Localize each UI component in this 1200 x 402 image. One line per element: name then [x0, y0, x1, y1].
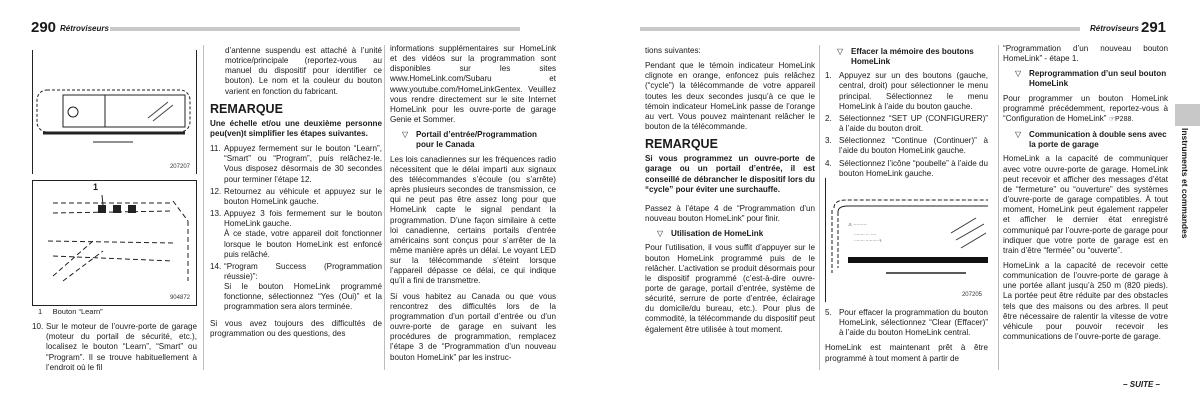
header-rule-left — [110, 27, 520, 31]
triangle-icon: ▽ — [837, 47, 844, 56]
paragraph: tions suivantes: — [645, 46, 701, 55]
triangle-icon: ▽ — [1015, 130, 1022, 140]
list-number: 3. — [825, 136, 832, 146]
list-text-extra: Si le bouton HomeLink programmé fonctionne, sélectionnez “Yes (Oui)” et la programmation sera alors terminée. — [224, 282, 382, 312]
left-column-2 — [210, 46, 382, 344]
list-item — [825, 308, 988, 338]
continued-label: – SUITE – — [1123, 380, 1160, 389]
list-item — [210, 187, 382, 207]
svg-text:⚠ ·········: ⚠ ········· — [848, 222, 867, 227]
list-item — [825, 159, 988, 179]
remark-text: Si vous programmez un ouvre-porte de garage ou un portail d’entrée, il est conseillé de débrancher le dispositif lors du “cycle” pour éviter une surchauffe. — [645, 154, 815, 194]
paragraph: HomeLink est maintenant prêt à être programmé à tout moment à partir de — [825, 343, 988, 363]
figure-code: 207205 — [961, 292, 982, 298]
subheading-text: Utilisation de HomeLink — [671, 229, 764, 239]
figure-caption — [38, 307, 197, 317]
list-number: 11. — [210, 144, 221, 154]
list-number: 10. — [32, 322, 44, 332]
figure-mirror — [32, 50, 197, 174]
left-column-3 — [390, 44, 556, 368]
page-number-left: 290 — [31, 19, 57, 36]
paragraph: HomeLink a la capacité de recevoir cette communication de l’ouvre-porte de garage à une portée allant jusqu’à 250 m (820 pieds). La portée peut être réduite par des obstacles tels que des maisons ou des arbres. Il peut être nécessaire de ralentir la vitesse de votre véhicule pour pouvoir recevoir les communications de l’ouvre-porte de garage. — [1003, 260, 1168, 342]
column-divider — [819, 45, 820, 370]
paragraph-text: Pour programmer un bouton HomeLink programmé précédemment, reportez-vous à “Configuration de HomeLink” — [1003, 93, 1168, 123]
section-title-right: Rétroviseurs — [1090, 24, 1139, 33]
right-column-3 — [1003, 44, 1168, 347]
remark-heading: REMARQUE — [645, 137, 718, 152]
caption-number: 1 — [38, 307, 43, 316]
column-divider — [384, 45, 385, 370]
triangle-icon: ▽ — [1015, 69, 1022, 79]
list-number: 5. — [825, 308, 832, 317]
svg-text:········ ··········?: ········ ··········? — [854, 238, 882, 243]
figure-code: 904872 — [169, 295, 190, 301]
list-text: Appuyez 3 fois fermement sur le bouton HomeLink gauche. — [224, 209, 382, 229]
list-text-extra: À ce stade, votre appareil doit fonctionner lorsque le bouton HomeLink est enfoncé puis relâché. — [224, 229, 382, 259]
figure-code: 207207 — [169, 164, 190, 170]
list-text: Sur le moteur de l’ouvre-porte de garage (moteur du portail de sécurité, etc.), localisez le bouton “Learn”, “Smart” ou “Program”. Il se trouve habituellement à l’endroit où le fil — [46, 322, 197, 372]
figure-clear-screen — [825, 178, 988, 302]
paragraph: Si vous avez toujours des difficultés de programmation ou des questions, des — [210, 318, 382, 338]
header-rule-right — [640, 27, 1080, 31]
column-divider — [203, 45, 204, 370]
paragraph: HomeLink a la capacité de communiquer avec votre ouvre-porte de garage. HomeLink peut recevoir et afficher des messages d’état de “fermeture” ou “ouverture” des systèmes d’ouvre-porte de garage compatibles. À tout moment, HomeLink peut également rappeler et afficher le dernier état enregistré communiqué par l’ouvre-porte de garage pour indiquer que votre porte de garage est en train d’être “fermée” ou “ouverte”. — [1003, 154, 1168, 255]
subheading-text: Effacer la mémoire des boutons HomeLink — [851, 47, 974, 67]
list-text: Appuyez fermement sur le bouton “Learn”, “Smart” ou “Program”, puis relâchez-le. Vous disposez désormais de 30 secondes pour terminer l’étape 12. — [224, 144, 382, 184]
svg-text:········ ··· ····: ········ ··· ···· — [854, 232, 877, 237]
list-number: 12. — [210, 186, 222, 196]
chapter-tab — [1175, 104, 1200, 126]
subheading — [645, 229, 815, 239]
paragraph: Passez à l’étape 4 de “Programmation d’un nouveau bouton HomeLink” pour finir. — [645, 203, 815, 224]
list-number: 4. — [825, 158, 832, 168]
right-column-1 — [645, 46, 815, 340]
triangle-icon: ▽ — [402, 130, 409, 140]
paragraph: d’antenne suspendu est attaché à l’unité motrice/principale (reportez-vous au manuel du dispositif pour identifier ce bouton). Le nom et la couleur du bouton varient en fonction du fabricant. — [225, 46, 382, 96]
list-item — [32, 322, 197, 373]
paragraph: “Programmation d’un nouveau bouton HomeLink” - étape 1. — [1003, 44, 1168, 64]
subheading — [825, 47, 988, 67]
remark-heading: REMARQUE — [210, 101, 283, 116]
section-title-left: Rétroviseurs — [60, 24, 109, 33]
paragraph: Pendant que le témoin indicateur HomeLink clignote en orange, enfoncez puis relâchez (“cycle”) la télécommande de votre appareil toutes les deux secondes jusqu’à ce que le témoin indicateur HomeLink passe de l’orange au vert. Vous pouvez maintenant relâcher le bouton de la télécommande. — [645, 61, 815, 132]
subheading-text: Communication à double sens avec la porte de garage — [1029, 130, 1167, 150]
list-text: Sélectionnez l’icône “poubelle” à l’aide du bouton HomeLink gauche. — [839, 158, 988, 178]
paragraph — [1003, 94, 1168, 125]
list-item — [825, 114, 988, 134]
list-text: Appuyez sur un des boutons (gauche, central, droit) pour sélectionner le menu principal. Sélectionnez le menu HomeLink à l’aide du bouton gauche. — [839, 71, 988, 111]
garage-opener-illustration — [33, 181, 196, 305]
caption-text: Bouton “Learn” — [52, 307, 103, 316]
chapter-tab-label: Instruments et commandes — [1180, 128, 1190, 239]
left-column-1 — [32, 307, 197, 375]
list-item — [210, 209, 382, 260]
rear-view-mirror-illustration — [33, 50, 196, 174]
list-number: 14. — [210, 261, 222, 271]
mirror-display-illustration — [826, 178, 988, 302]
list-item — [210, 144, 382, 185]
figure-callout: 1 — [93, 182, 99, 192]
page-number-right: 291 — [1141, 19, 1167, 36]
list-text: Sélectionnez “Continue (Continuer)” à l’aide du bouton HomeLink gauche. — [839, 136, 988, 156]
list-item — [825, 71, 988, 112]
subheading-text: Reprogrammation d’un seul bouton HomeLink — [1029, 69, 1167, 89]
list-text: Pour effacer la programmation du bouton HomeLink, sélectionnez “Clear (Effacer)” à l’aide du bouton HomeLink central. — [839, 308, 988, 338]
list-number: 2. — [825, 113, 832, 123]
list-text: “Program Success (Programmation réussie)”: — [224, 261, 382, 281]
list-item — [825, 136, 988, 156]
triangle-icon: ▽ — [657, 229, 664, 239]
list-number: 1. — [825, 71, 832, 81]
column-divider — [998, 45, 999, 370]
page-reference-link[interactable]: ☞P288. — [1108, 115, 1134, 123]
right-column-2 — [825, 44, 988, 181]
list-item — [210, 262, 382, 313]
list-text: Retournez au véhicule et appuyez sur le bouton HomeLink gauche. — [224, 186, 382, 206]
paragraph: Les lois canadiennes sur les fréquences radio nécessitent que le délai imparti aux signaux des télécommandes s’écoule (ou s’arrête) après plusieurs secondes de transmission, ce qui ne peut pas être assez long pour que HomeLink capte le signal pendant la programmation. D’une façon similaire à cette loi canadienne, certains portails d’entrée américains sont conçus pour s’arrêter de la même manière après un délai. Le voyant LED sur la télécommande s’éteint lorsque l’appareil dépasse ce délai, ce qui indique qu’il a fini de transmettre. — [390, 154, 556, 286]
list-number: 13. — [210, 209, 222, 219]
right-column-2-lower — [825, 308, 988, 369]
figure-learn-button — [32, 180, 197, 306]
subheading — [390, 130, 556, 150]
subheading — [1003, 69, 1168, 89]
list-text: Sélectionnez “SET UP (CONFIGURER)” à l’aide du bouton droit. — [839, 113, 988, 134]
remark-text: Une échelle et/ou une deuxième personne peu(ven)t simplifier les étapes suivantes. — [210, 118, 382, 138]
paragraph: Si vous habitez au Canada ou que vous rencontrez des difficultés lors de la programmation d’un portail d’entrée ou d’un ouvre-porte de garage en suivant les procédures de programmation, remplacez l’étape 3 de “Programmation d’un nouveau bouton HomeLink” par les instruc- — [390, 291, 556, 362]
subheading-text: Portail d’entrée/Programmation pour le Canada — [416, 130, 537, 150]
paragraph: informations supplémentaires sur HomeLink et des vidéos sur la programmation sont disponibles sur les sites www.HomeLink.com/Subaru et www.youtube.com/HomeLinkGentex. Veuillez vous rendre directement sur le site Internet HomeLink pour les ouvre-porte de garage Genie et Sommer. — [390, 44, 556, 125]
subheading — [1003, 130, 1168, 150]
paragraph: Pour l’utilisation, il vous suffit d’appuyer sur le bouton HomeLink programmé puis de le relâcher. L’activation se produit désormais pour le dispositif programmé (c’est-à-dire ouvre-porte de garage, portail d’entrée, système de sécurité, serrure de porte d’entrée, éclairage du domicile/du bureau, etc.). Pour plus de commodité, la télécommande du dispositif peut également être utilisée à tout moment. — [645, 243, 815, 334]
